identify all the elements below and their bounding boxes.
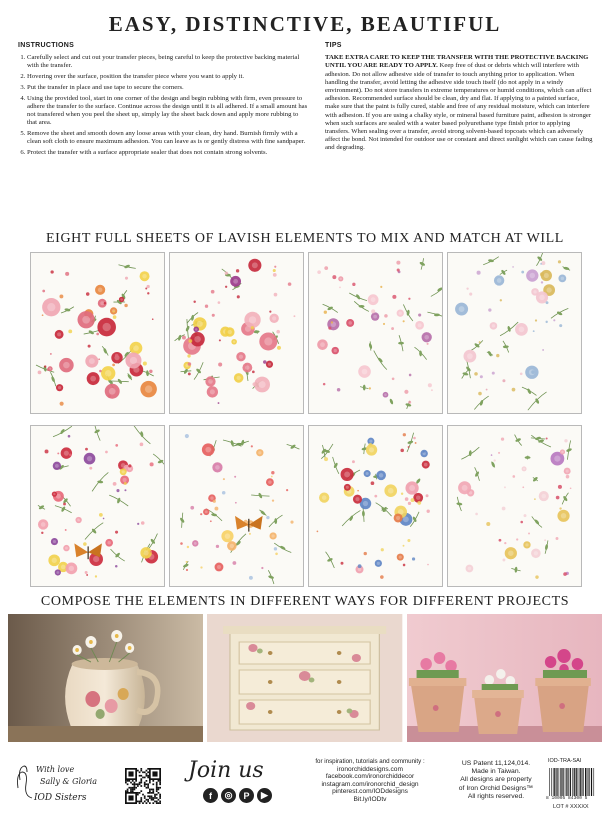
instructions-column — [18, 42, 308, 159]
tips-bold-lead: TAKE EXTRA CARE TO KEEP THE TRANSFER WITH THE PROTECTIVE BACKING UNTIL YOU ARE READY TO APPLY. — [325, 54, 589, 70]
floral-sheet-image — [448, 253, 581, 413]
instructions-list — [18, 54, 308, 157]
community-lead: for inspiration, tutorials and community : — [315, 758, 425, 765]
vase-photo — [8, 614, 203, 742]
footer — [0, 748, 610, 813]
flowerpots-photo — [407, 614, 602, 742]
floral-sheet-image — [170, 426, 303, 586]
projects-heading: COMPOSE THE ELEMENTS IN DIFFERENT WAYS FOR DIFFERENT PROJECTS — [40, 594, 570, 609]
transfer-sheet-4 — [447, 252, 582, 414]
butterfly-icon — [235, 516, 263, 532]
svg-text:Sally & Gloria: Sally & Gloria — [40, 777, 98, 786]
floral-sheet-image — [309, 426, 442, 586]
signature-logo — [14, 760, 109, 810]
floral-sheet-image — [31, 253, 164, 413]
transfer-sheet-1 — [30, 252, 165, 414]
youtube-icon[interactable]: ▶ — [257, 788, 272, 803]
transfer-sheet-5 — [30, 425, 165, 587]
qr-code[interactable] — [125, 768, 161, 804]
page-title: EASY, DISTINCTIVE, BEAUTIFUL — [108, 12, 502, 36]
facebook-icon[interactable]: f — [203, 788, 218, 803]
rights-text: All rights reserved. — [467, 792, 525, 800]
website-link[interactable]: ironorchiddesigns.com — [337, 765, 403, 773]
instruction-step: 5. Remove the sheet and smooth down any loose areas with your clean, dry hand. Burnish firmly with a clean soft cloth to ensure maximum adhesion. You can leave as is or gently distress with fine sandpaper. — [27, 130, 308, 146]
pinterest-link[interactable]: pinterest.com/IODdesigns — [332, 788, 408, 796]
instruction-step: 1. Carefully select and cut out your transfer pieces, being careful to keep the protective backing material with the transfer. — [27, 54, 308, 70]
transfer-sheet-6 — [169, 425, 304, 587]
tips-text — [325, 54, 595, 152]
instagram-link[interactable]: instagram.com/ironorchid_design — [321, 780, 419, 788]
origin-text: Made in Taiwan. — [471, 768, 521, 776]
pinterest-icon[interactable]: P — [239, 788, 254, 803]
instagram-icon[interactable]: ◎ — [221, 788, 236, 803]
floral-sheet-image — [448, 426, 581, 586]
barcode-number: 8 10005 84300 5 — [546, 796, 588, 801]
instructions-heading: INSTRUCTIONS — [18, 42, 75, 49]
tips-body: Keep free of dust or debris which will interfere with adhesion. Do not allow adhesive side of transfer to touch anything prior to application. When handling the transfer, avoid letting the adhesive side touch itself (do not apply in a windy environment). Do not store transfers in extreme temperatures or humid conditions, which can affect adhesion. Recommended surface should be clean, dry and flat. If applying to a painted surface, make sure that the paint is fully cured, stable and free of any residual moisture, which can interfere with adhesion. If you are using a chalky style, or mineral based furniture paint, adhesion is stronger when such surfaces are sealed with a water based polyurethane type finish prior to applying transfers. When sealing over a transfer, avoid strong solvent-based topcoats which can adversely affect the bond. Not intended for outdoor use or constant and direct sunlight which can cause fading and degrading. — [325, 62, 593, 152]
instruction-step: 3. Put the transfer in place and use tape to secure the corners. — [27, 84, 308, 92]
svg-text:IOD Sisters: IOD Sisters — [34, 793, 87, 803]
facebook-link[interactable]: facebook.com/ironorchiddecor — [325, 773, 415, 781]
tips-heading: TIPS — [325, 42, 342, 49]
floral-sheet-image — [170, 253, 303, 413]
transfer-sheet-3 — [308, 252, 443, 414]
property-text-2: of Iron Orchid Designs™ — [458, 784, 534, 792]
lot-number: LOT # XXXXX — [553, 804, 589, 810]
svg-text:With love: With love — [36, 765, 75, 774]
community-links — [300, 758, 440, 804]
property-text: All designs are property — [460, 776, 532, 784]
social-icons — [203, 788, 272, 803]
instruction-step: 6. Protect the transfer with a surface appropriate sealer that does not contain strong solvents. — [27, 149, 308, 157]
join-us-text: Join us — [188, 758, 264, 783]
legal-text — [446, 760, 546, 801]
patent-text: US Patent 11,124,014. — [461, 760, 531, 767]
dresser-photo — [207, 614, 402, 742]
video-link[interactable]: Bit.ly/IODtv — [353, 795, 387, 803]
transfer-sheet-2 — [169, 252, 304, 414]
product-code: IOD-TRA-SAI — [548, 758, 582, 764]
instruction-step: 4. Using the provided tool, start in one corner of the design and begin rubbing with firm, even pressure to adhere the transfer to the surface. Continue across the design until it is all adhered. If a small amount has not transfered when you peel the sheet up, simply lay the sheet back down and apply more rubbing to that area. — [27, 95, 308, 128]
tips-column — [325, 42, 595, 153]
sheets-heading: EIGHT FULL SHEETS OF LAVISH ELEMENTS TO MIX AND MATCH AT WILL — [46, 231, 564, 246]
floral-sheet-image — [309, 253, 442, 413]
transfer-sheet-8 — [447, 425, 582, 587]
barcode — [548, 768, 596, 796]
project-photos — [8, 614, 602, 742]
transfer-sheets-grid — [30, 252, 582, 588]
instruction-step: 2. Hovering over the surface, position the transfer piece where you want to apply it. — [27, 73, 308, 81]
floral-sheet-image — [31, 426, 164, 586]
transfer-sheet-7 — [308, 425, 443, 587]
